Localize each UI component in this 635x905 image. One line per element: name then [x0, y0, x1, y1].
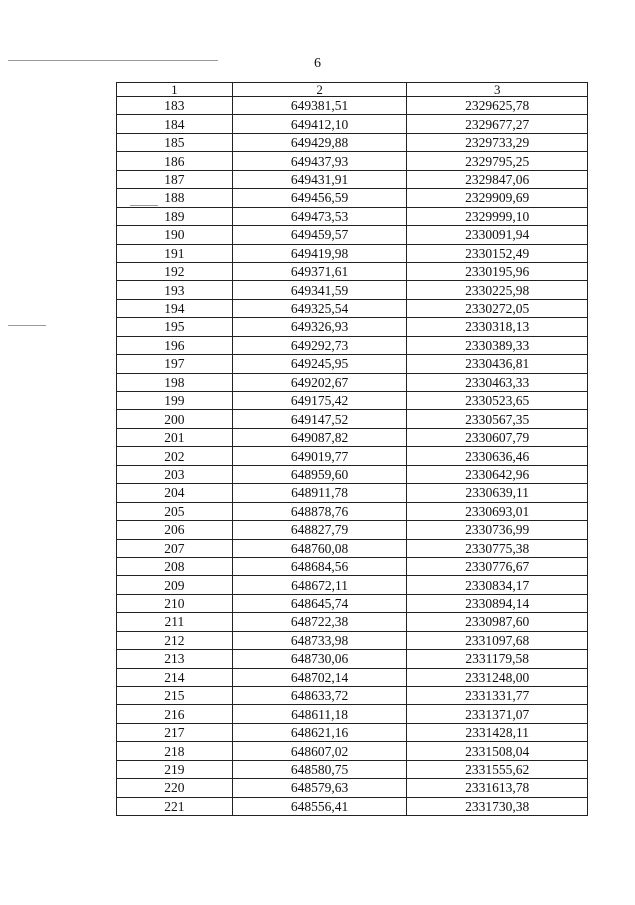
- point-number-cell: 192: [117, 262, 233, 280]
- table-row: [117, 170, 588, 188]
- y-coordinate-cell: 2330607,79: [407, 428, 588, 446]
- x-coordinate-cell: 648959,60: [232, 465, 407, 483]
- point-number-cell: 211: [117, 613, 233, 631]
- table-row: [117, 521, 588, 539]
- point-number-cell: 205: [117, 502, 233, 520]
- table-row: [117, 465, 588, 483]
- y-coordinate-cell: 2330152,49: [407, 244, 588, 262]
- x-coordinate-cell: 648621,16: [232, 723, 407, 741]
- y-coordinate-cell: 2331613,78: [407, 779, 588, 797]
- table-row: [117, 797, 588, 815]
- table-row: [117, 760, 588, 778]
- x-coordinate-cell: 649456,59: [232, 189, 407, 207]
- x-coordinate-cell: 649326,93: [232, 318, 407, 336]
- y-coordinate-cell: 2330523,65: [407, 392, 588, 410]
- x-coordinate-cell: 649202,67: [232, 373, 407, 391]
- page-number: 6: [314, 56, 321, 71]
- point-number-cell: 201: [117, 428, 233, 446]
- y-coordinate-cell: 2330567,35: [407, 410, 588, 428]
- y-coordinate-cell: 2331097,68: [407, 631, 588, 649]
- point-number-cell: 191: [117, 244, 233, 262]
- x-coordinate-cell: 649381,51: [232, 97, 407, 115]
- y-coordinate-cell: 2331331,77: [407, 687, 588, 705]
- table-row: [117, 133, 588, 151]
- x-coordinate-cell: 648611,18: [232, 705, 407, 723]
- table-row: [117, 244, 588, 262]
- point-number-cell: 193: [117, 281, 233, 299]
- y-coordinate-cell: 2331508,04: [407, 742, 588, 760]
- x-coordinate-cell: 648722,38: [232, 613, 407, 631]
- x-coordinate-cell: 649431,91: [232, 170, 407, 188]
- y-coordinate-cell: 2330736,99: [407, 521, 588, 539]
- x-coordinate-cell: 649087,82: [232, 428, 407, 446]
- point-number-cell: 186: [117, 152, 233, 170]
- y-coordinate-cell: 2329847,06: [407, 170, 588, 188]
- point-number-cell: 215: [117, 687, 233, 705]
- x-coordinate-cell: 648633,72: [232, 687, 407, 705]
- table-row: [117, 539, 588, 557]
- x-coordinate-cell: 648607,02: [232, 742, 407, 760]
- table-row: [117, 152, 588, 170]
- table-row: [117, 226, 588, 244]
- table-row: [117, 594, 588, 612]
- y-coordinate-cell: 2329625,78: [407, 97, 588, 115]
- y-coordinate-cell: 2331730,38: [407, 797, 588, 815]
- point-number-cell: 185: [117, 133, 233, 151]
- table-row: [117, 355, 588, 373]
- x-coordinate-cell: 648733,98: [232, 631, 407, 649]
- table-row: [117, 428, 588, 446]
- point-number-cell: 203: [117, 465, 233, 483]
- column-header: 1: [117, 83, 233, 97]
- y-coordinate-cell: 2331555,62: [407, 760, 588, 778]
- table-row: [117, 189, 588, 207]
- table-row: [117, 687, 588, 705]
- table-row: [117, 631, 588, 649]
- y-coordinate-cell: 2330894,14: [407, 594, 588, 612]
- table-row: [117, 650, 588, 668]
- table-row: [117, 723, 588, 741]
- y-coordinate-cell: 2330272,05: [407, 299, 588, 317]
- point-number-cell: 220: [117, 779, 233, 797]
- y-coordinate-cell: 2329677,27: [407, 115, 588, 133]
- x-coordinate-cell: 648580,75: [232, 760, 407, 778]
- y-coordinate-cell: 2330834,17: [407, 576, 588, 594]
- point-number-cell: 199: [117, 392, 233, 410]
- table-row: [117, 484, 588, 502]
- y-coordinate-cell: 2330463,33: [407, 373, 588, 391]
- point-number-cell: 221: [117, 797, 233, 815]
- table-row: [117, 447, 588, 465]
- point-number-cell: 198: [117, 373, 233, 391]
- y-coordinate-cell: 2331428,11: [407, 723, 588, 741]
- table-row: [117, 281, 588, 299]
- x-coordinate-cell: 649147,52: [232, 410, 407, 428]
- x-coordinate-cell: 649419,98: [232, 244, 407, 262]
- x-coordinate-cell: 648556,41: [232, 797, 407, 815]
- y-coordinate-cell: 2330636,46: [407, 447, 588, 465]
- table-row: [117, 373, 588, 391]
- point-number-cell: 194: [117, 299, 233, 317]
- y-coordinate-cell: 2330642,96: [407, 465, 588, 483]
- x-coordinate-cell: 649019,77: [232, 447, 407, 465]
- point-number-cell: 208: [117, 557, 233, 575]
- y-coordinate-cell: 2329999,10: [407, 207, 588, 225]
- table-row: [117, 336, 588, 354]
- table-row: [117, 779, 588, 797]
- y-coordinate-cell: 2329733,29: [407, 133, 588, 151]
- table-row: [117, 668, 588, 686]
- point-number-cell: 219: [117, 760, 233, 778]
- x-coordinate-cell: 649245,95: [232, 355, 407, 373]
- x-coordinate-cell: 649437,93: [232, 152, 407, 170]
- x-coordinate-cell: 649175,42: [232, 392, 407, 410]
- table-header-row: [117, 83, 588, 97]
- x-coordinate-cell: 649371,61: [232, 262, 407, 280]
- x-coordinate-cell: 648911,78: [232, 484, 407, 502]
- y-coordinate-cell: 2330091,94: [407, 226, 588, 244]
- point-number-cell: 209: [117, 576, 233, 594]
- table-row: [117, 576, 588, 594]
- x-coordinate-cell: 648579,63: [232, 779, 407, 797]
- x-coordinate-cell: 649459,57: [232, 226, 407, 244]
- y-coordinate-cell: 2330693,01: [407, 502, 588, 520]
- point-number-cell: 212: [117, 631, 233, 649]
- point-number-cell: 183: [117, 97, 233, 115]
- y-coordinate-cell: 2330389,33: [407, 336, 588, 354]
- x-coordinate-cell: 648827,79: [232, 521, 407, 539]
- y-coordinate-cell: 2331248,00: [407, 668, 588, 686]
- point-number-cell: 189: [117, 207, 233, 225]
- point-number-cell: 214: [117, 668, 233, 686]
- table-row: [117, 115, 588, 133]
- table-row: [117, 742, 588, 760]
- x-coordinate-cell: 649429,88: [232, 133, 407, 151]
- column-header: 3: [407, 83, 588, 97]
- point-number-cell: 217: [117, 723, 233, 741]
- x-coordinate-cell: 648702,14: [232, 668, 407, 686]
- x-coordinate-cell: 648672,11: [232, 576, 407, 594]
- y-coordinate-cell: 2330776,67: [407, 557, 588, 575]
- y-coordinate-cell: 2329795,25: [407, 152, 588, 170]
- point-number-cell: 187: [117, 170, 233, 188]
- table-row: [117, 318, 588, 336]
- point-number-cell: 184: [117, 115, 233, 133]
- x-coordinate-cell: 649412,10: [232, 115, 407, 133]
- table-row: [117, 299, 588, 317]
- point-number-cell: 202: [117, 447, 233, 465]
- point-number-cell: 188: [117, 189, 233, 207]
- point-number-cell: 196: [117, 336, 233, 354]
- y-coordinate-cell: 2331179,58: [407, 650, 588, 668]
- table-row: [117, 392, 588, 410]
- y-coordinate-cell: 2330436,81: [407, 355, 588, 373]
- x-coordinate-cell: 648760,08: [232, 539, 407, 557]
- x-coordinate-cell: 648730,06: [232, 650, 407, 668]
- x-coordinate-cell: 649325,54: [232, 299, 407, 317]
- scan-artifact-line: [8, 325, 46, 326]
- x-coordinate-cell: 648645,74: [232, 594, 407, 612]
- y-coordinate-cell: 2330195,96: [407, 262, 588, 280]
- y-coordinate-cell: 2331371,07: [407, 705, 588, 723]
- table-row: [117, 262, 588, 280]
- point-number-cell: 204: [117, 484, 233, 502]
- table-row: [117, 557, 588, 575]
- point-number-cell: 195: [117, 318, 233, 336]
- point-number-cell: 216: [117, 705, 233, 723]
- table-row: [117, 705, 588, 723]
- y-coordinate-cell: 2329909,69: [407, 189, 588, 207]
- table-row: [117, 97, 588, 115]
- y-coordinate-cell: 2330775,38: [407, 539, 588, 557]
- point-number-cell: 197: [117, 355, 233, 373]
- column-header: 2: [232, 83, 407, 97]
- point-number-cell: 207: [117, 539, 233, 557]
- y-coordinate-cell: 2330225,98: [407, 281, 588, 299]
- x-coordinate-cell: 648878,76: [232, 502, 407, 520]
- point-number-cell: 213: [117, 650, 233, 668]
- table-row: [117, 613, 588, 631]
- y-coordinate-cell: 2330987,60: [407, 613, 588, 631]
- point-number-cell: 210: [117, 594, 233, 612]
- table-row: [117, 410, 588, 428]
- point-number-cell: 200: [117, 410, 233, 428]
- y-coordinate-cell: 2330318,13: [407, 318, 588, 336]
- point-number-cell: 218: [117, 742, 233, 760]
- point-number-cell: 190: [117, 226, 233, 244]
- point-number-cell: 206: [117, 521, 233, 539]
- x-coordinate-cell: 649292,73: [232, 336, 407, 354]
- x-coordinate-cell: 649341,59: [232, 281, 407, 299]
- x-coordinate-cell: 648684,56: [232, 557, 407, 575]
- y-coordinate-cell: 2330639,11: [407, 484, 588, 502]
- table-row: [117, 207, 588, 225]
- coordinates-table: [116, 82, 588, 816]
- x-coordinate-cell: 649473,53: [232, 207, 407, 225]
- table-row: [117, 502, 588, 520]
